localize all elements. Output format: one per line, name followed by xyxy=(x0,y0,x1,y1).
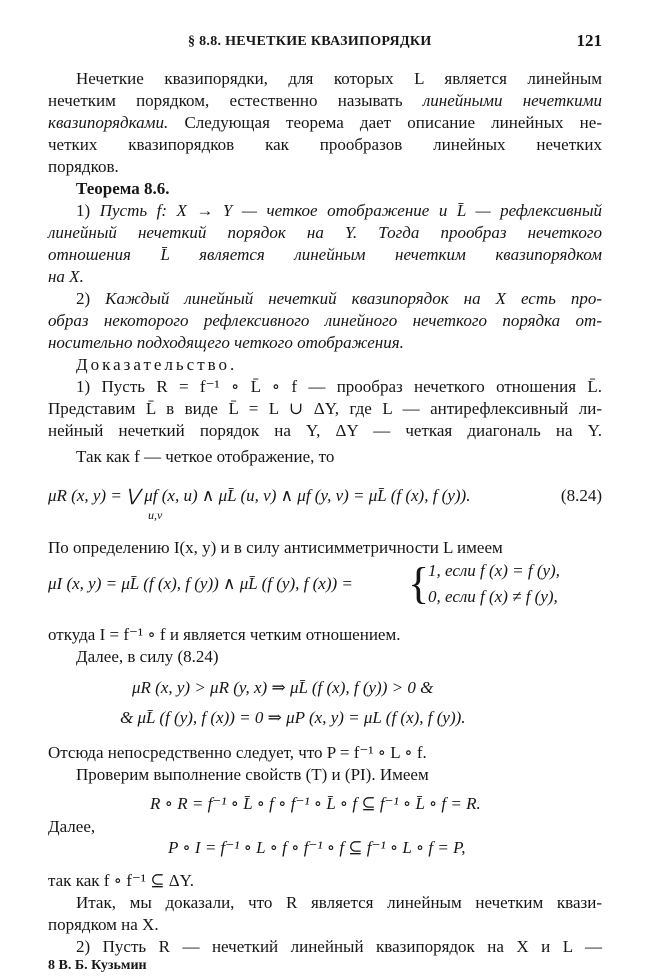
proof-line: Отсюда непосредственно следует, что P = f⁻¹ ∘ L ∘ f. xyxy=(48,743,427,762)
theorem-line: 1) Пусть f: X → Y — четкое отображение и L̄ — рефлексивный xyxy=(76,201,603,220)
proof-line: Представим L̄ в виде L̄ = L ∪ ΔY, где L — антирефлексивный ли- xyxy=(48,399,602,418)
proof-line: 1) Пусть R = f⁻¹ ∘ L̄ ∘ f — прообраз нечеткого отношения L̄. xyxy=(76,377,602,396)
proof-line: Проверим выполнение свойств (T) и (PI). Имеем xyxy=(76,765,429,784)
proof-heading: Доказательство. xyxy=(76,355,238,374)
equation-8-24: μR (x, y) = ⋁ μf (x, u) ∧ μL̄ (u, v) ∧ μf (y, v) = μL̄ (f (x), f (y)). xyxy=(48,486,471,505)
page-number: 121 xyxy=(576,31,602,50)
proof-line: Далее, xyxy=(48,817,96,836)
theorem-line: носительно подходящего четкого отображения. xyxy=(48,333,404,352)
proof-line: Итак, мы доказали, что R является линейным нечетким квази- xyxy=(76,893,602,912)
theorem-line: 2) Каждый линейный нечеткий квазипорядок на X есть про- xyxy=(76,289,603,308)
theorem-line: линейный нечеткий порядок на Y. Тогда прообраз нечеткого xyxy=(48,223,602,242)
running-header xyxy=(48,31,602,56)
proof-line: нейный нечеткий порядок на Y, ΔY — четкая диагональ на Y. xyxy=(48,421,602,440)
text-line: нечетким порядком, естественно называть линейными нечеткими xyxy=(48,91,603,110)
theorem-line: образ некоторого рефлексивного линейного нечеткого порядка от- xyxy=(48,311,602,330)
proof-line: Так как f — четкое отображение, то xyxy=(76,447,335,466)
proof-line: порядком на X. xyxy=(48,915,159,934)
text-line: квазипорядками. Следующая теорема дает описание линейных не- xyxy=(48,113,602,132)
equation-transitivity: R ∘ R = f⁻¹ ∘ L̄ ∘ f ∘ f⁻¹ ∘ L̄ ∘ f ⊆ f⁻¹ ∘ L̄ ∘ f = R. xyxy=(150,794,481,813)
equation-indicator-lhs: μI (x, y) = μL̄ (f (x), f (y)) ∧ μL̄ (f (y), f (x)) = xyxy=(48,574,353,593)
equation-number: (8.24) xyxy=(560,486,602,505)
theorem-line: на X. xyxy=(48,267,84,286)
proof-line: По определению I(x, y) и в силу антисимметричности L имеем xyxy=(48,538,503,557)
signature-mark: 8 В. Б. Кузьмин xyxy=(48,958,147,973)
text-line: Нечеткие квазипорядки, для которых L является линейным xyxy=(76,69,602,88)
proof-line: 2) Пусть R — нечеткий линейный квазипорядок на X и L — xyxy=(76,937,602,956)
proof-line: так как f ∘ f⁻¹ ⊆ ΔY. xyxy=(48,871,194,890)
equation-case-2: 0, если f (x) ≠ f (y), xyxy=(428,587,558,606)
equation-pi: P ∘ I = f⁻¹ ∘ L ∘ f ∘ f⁻¹ ∘ f ⊆ f⁻¹ ∘ L ∘ f = P, xyxy=(168,838,466,857)
proof-line: Далее, в силу (8.24) xyxy=(76,647,219,666)
proof-line: откуда I = f⁻¹ ∘ f и является четким отношением. xyxy=(48,625,401,644)
section-title: § 8.8. НЕЧЕТКИЕ КВАЗИПОРЯДКИ xyxy=(188,34,432,49)
equation-implication-1: μR (x, y) > μR (y, x) ⇒ μL̄ (f (x), f (y)) > 0 & xyxy=(132,678,434,697)
theorem-line: отношения L̄ является линейным нечетким квазипорядком xyxy=(48,245,602,264)
case-brace: { xyxy=(408,559,430,608)
text-line: четких квазипорядков как прообразов линейных нечетких xyxy=(48,135,602,154)
theorem-title: Теорема 8.6. xyxy=(76,179,170,198)
equation-subscript: u,v xyxy=(148,508,163,522)
equation-implication-2: & μL̄ (f (y), f (x)) = 0 ⇒ μP (x, y) = μL (f (x), f (y)). xyxy=(120,708,466,727)
text-line: порядков. xyxy=(48,157,119,176)
equation-case-1: 1, если f (x) = f (y), xyxy=(428,561,560,580)
